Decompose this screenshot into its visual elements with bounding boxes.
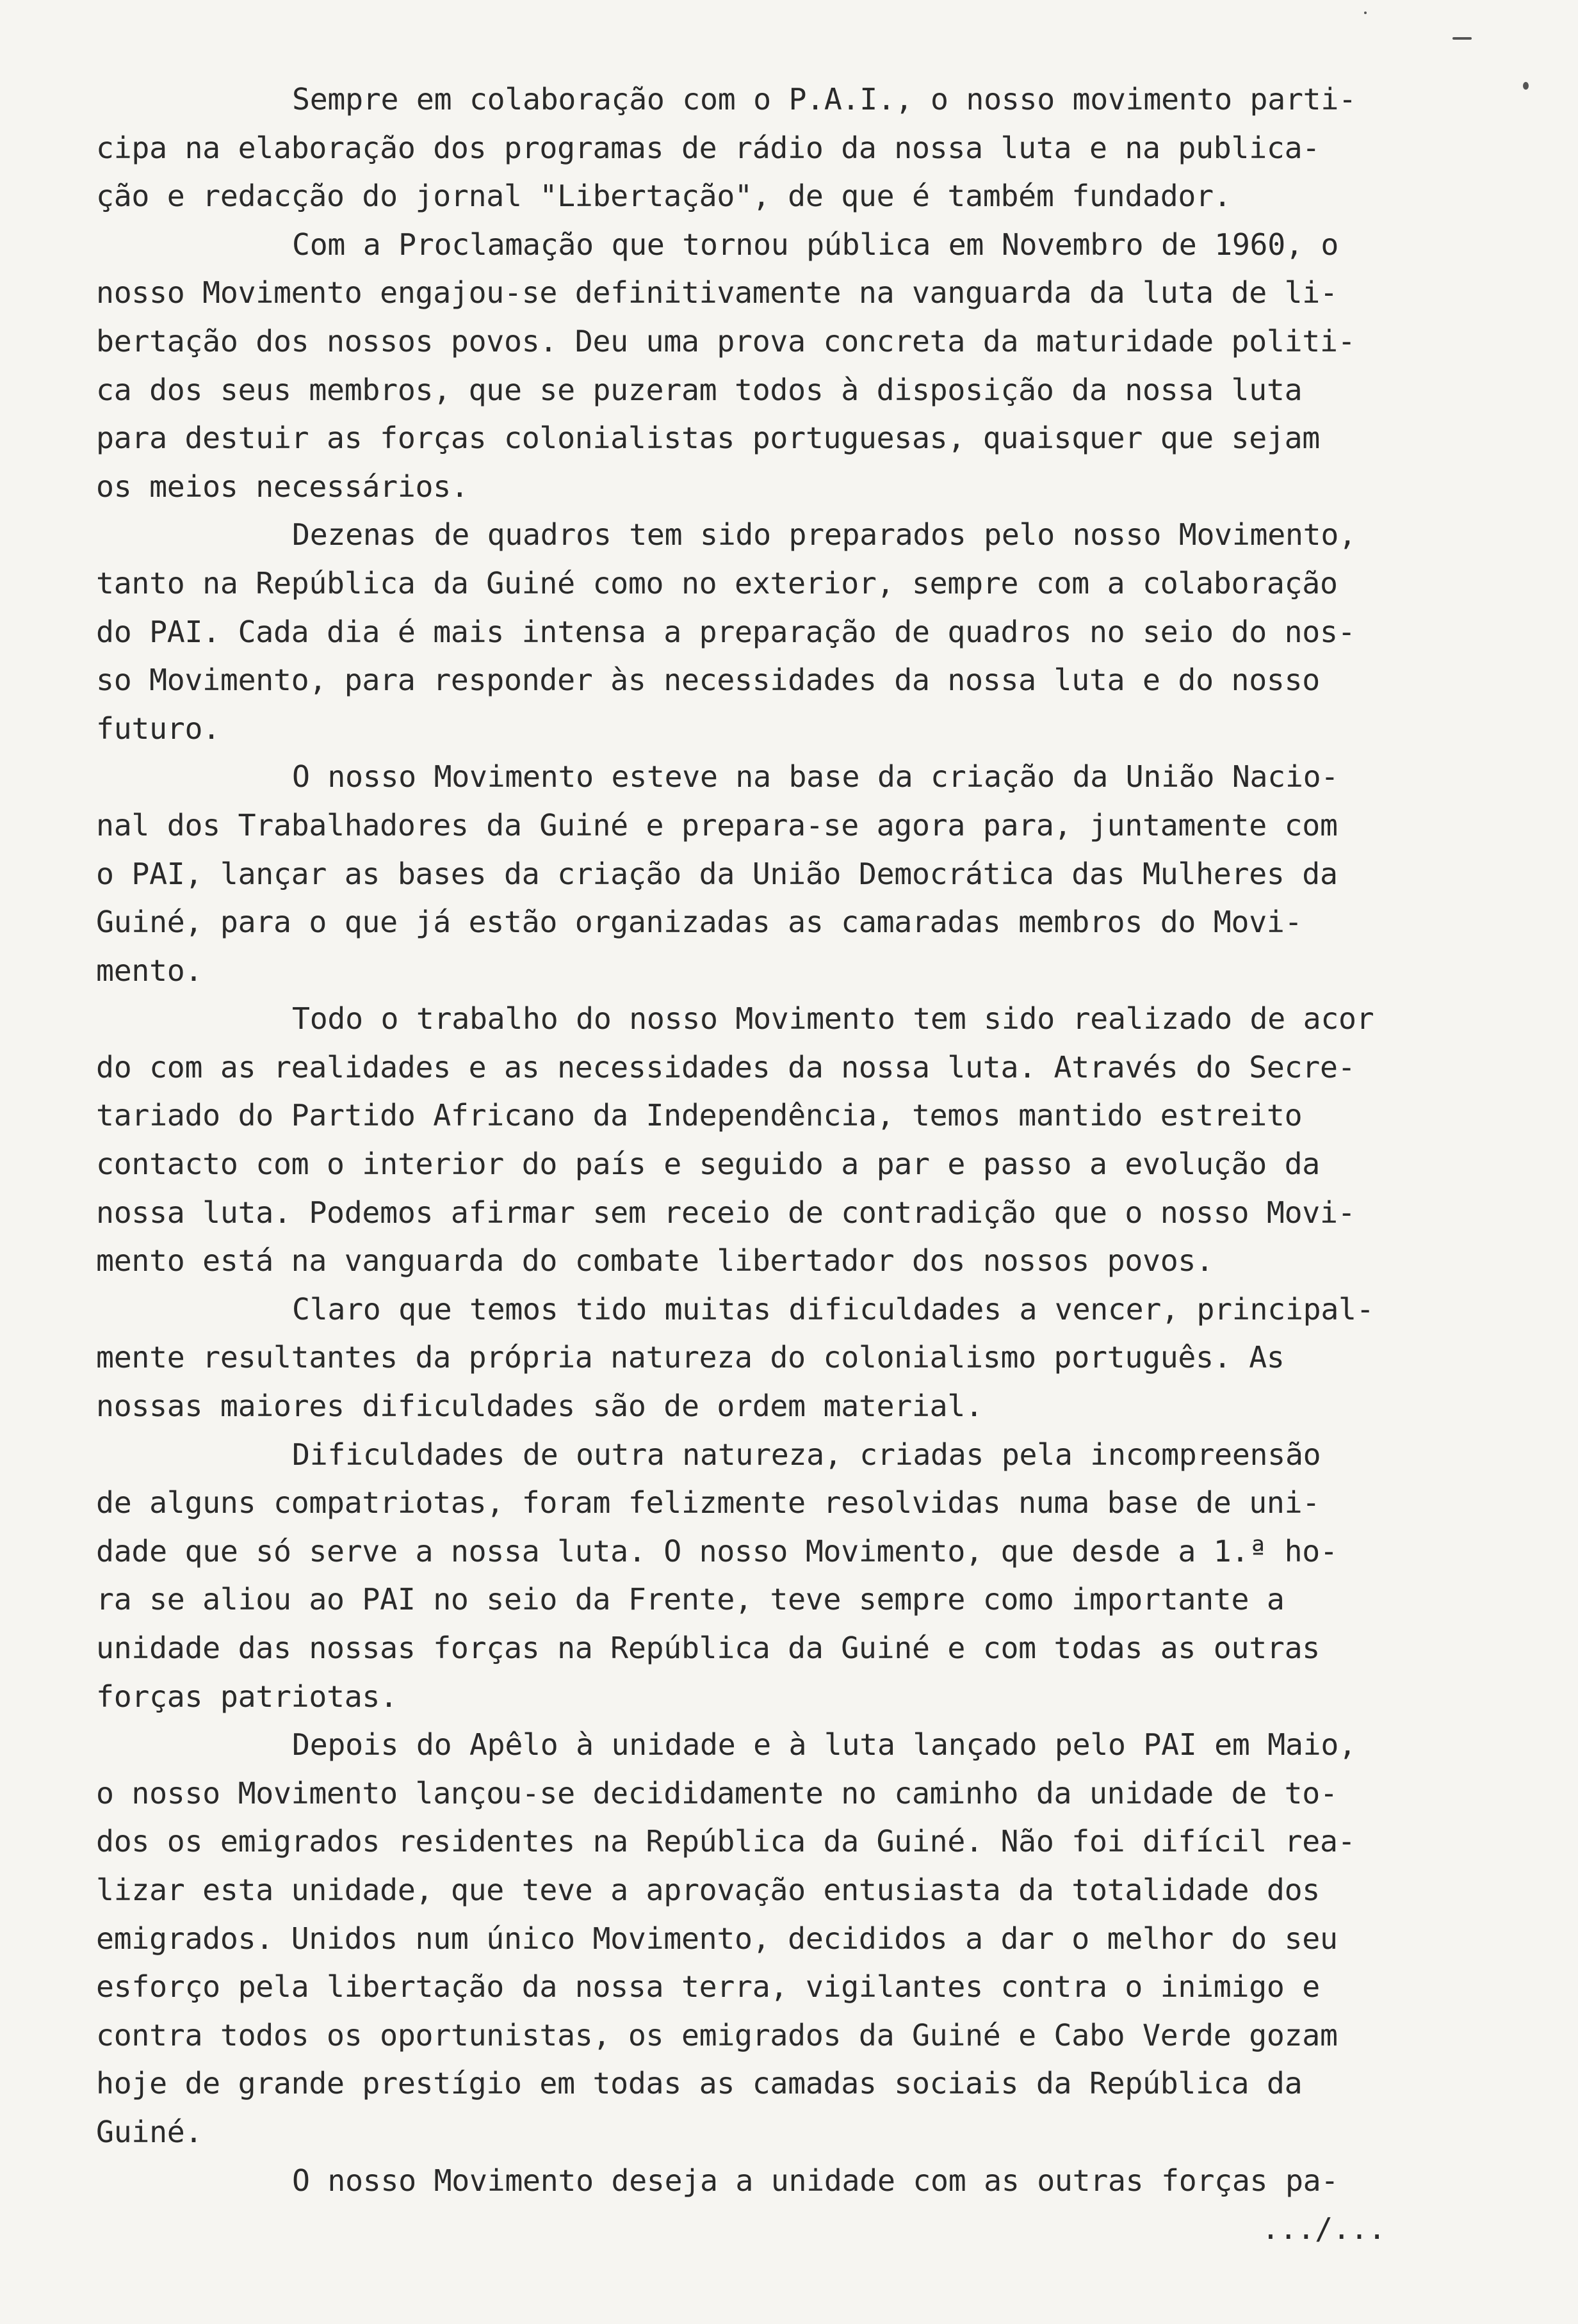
text-line: ra se aliou ao PAI no seio da Frente, teve sempre como importante a [96, 1582, 1285, 1617]
text-line: dade que só serve a nossa luta. O nosso Movimento, que desde a 1.ª ho- [96, 1533, 1338, 1569]
text-line: mento. [96, 953, 203, 988]
text-line: mente resultantes da própria natureza do colonialismo português. As [96, 1340, 1285, 1375]
text-line: Com a Proclamação que tornou pública em Novembro de 1960, o [292, 227, 1339, 262]
text-line: lizar esta unidade, que teve a aprovação entusiasta da totalidade dos [96, 1872, 1320, 1907]
text-line: emigrados. Unidos num único Movimento, decididos a dar o melhor do seu [96, 1921, 1338, 1956]
text-line: forças patriotas. [96, 1679, 398, 1714]
text-line: bertação dos nossos povos. Deu uma prova concreta da maturidade politi- [96, 323, 1356, 359]
page-speck [1364, 12, 1367, 14]
text-line: do com as realidades e as necessidades da nossa luta. Através do Secre- [96, 1049, 1356, 1085]
text-line: de alguns compatriotas, foram felizmente resolvidas numa base de uni- [96, 1485, 1320, 1521]
text-line: cipa na elaboração dos programas de rádio da nossa luta e na publica- [96, 130, 1320, 165]
text-line: contacto com o interior do país e seguido a par e passo a evolução da [96, 1147, 1320, 1182]
text-line: O nosso Movimento esteve na base da criação da União Nacio- [292, 759, 1339, 795]
text-line: futuro. [96, 711, 220, 746]
text-line: ca dos seus membros, que se puzeram todos à disposição da nossa luta [96, 372, 1303, 407]
text-line: do PAI. Cada dia é mais intensa a preparação de quadros no seio do nos- [96, 614, 1356, 649]
text-line: nosso Movimento engajou-se definitivamente na vanguarda da luta de li- [96, 275, 1338, 311]
text-line: nossa luta. Podemos afirmar sem receio de contradição que o nosso Movi- [96, 1195, 1356, 1230]
text-line: nal dos Trabalhadores da Guiné e prepara-se agora para, juntamente com [96, 807, 1338, 843]
page-speck [1452, 37, 1472, 40]
text-line: os meios necessários. [96, 469, 469, 504]
text-line: tanto na República da Guiné como no exterior, sempre com a colaboração [96, 565, 1338, 601]
text-line: Dezenas de quadros tem sido preparados pelo nosso Movimento, [292, 517, 1356, 553]
text-line: Depois do Apêlo à unidade e à luta lançado pelo PAI em Maio, [292, 1727, 1356, 1763]
text-line: contra todos os oportunistas, os emigrados da Guiné e Cabo Verde gozam [96, 2017, 1338, 2053]
text-line: esforço pela libertação da nossa terra, vigilantes contra o inimigo e [96, 1969, 1320, 2005]
text-line: ção e redacção do jornal "Libertação", de que é também fundador. [96, 179, 1232, 214]
text-line: o nosso Movimento lançou-se decididamente no caminho da unidade de to- [96, 1775, 1338, 1811]
page-speck [1523, 82, 1529, 90]
text-line: nossas maiores dificuldades são de ordem material. [96, 1389, 983, 1424]
continuation-mark: .../... [1262, 2211, 1386, 2247]
typed-text-body [96, 76, 1505, 2254]
text-line: hoje de grande prestígio em todas as camadas sociais da República da [96, 2066, 1303, 2101]
text-line: para destuir as forças colonialistas portuguesas, quaisquer que sejam [96, 421, 1320, 456]
text-line: o PAI, lançar as bases da criação da União Democrática das Mulheres da [96, 856, 1338, 891]
text-line: Guiné, para o que já estão organizadas as camaradas membros do Movi- [96, 905, 1303, 940]
text-line: O nosso Movimento deseja a unidade com as outras forças pa- [292, 2163, 1339, 2198]
text-line: so Movimento, para responder às necessidades da nossa luta e do nosso [96, 663, 1320, 698]
text-line: unidade das nossas forças na República da Guiné e com todas as outras [96, 1631, 1320, 1665]
text-line: mento está na vanguarda do combate libertador dos nossos povos. [96, 1243, 1214, 1279]
text-line: Dificuldades de outra natureza, criadas pela incompreensão [292, 1437, 1321, 1472]
text-line: dos os emigrados residentes na República da Guiné. Não foi difícil rea- [96, 1824, 1356, 1859]
text-line: Guiné. [96, 2114, 203, 2149]
text-line: Sempre em colaboração com o P.A.I., o nosso movimento parti- [292, 82, 1356, 117]
text-line: tariado do Partido Africano da Independência, temos mantido estreito [96, 1098, 1303, 1133]
text-line: Todo o trabalho do nosso Movimento tem sido realizado de acor [292, 1001, 1374, 1037]
text-line: Claro que temos tido muitas dificuldades a vencer, principal- [292, 1291, 1374, 1327]
